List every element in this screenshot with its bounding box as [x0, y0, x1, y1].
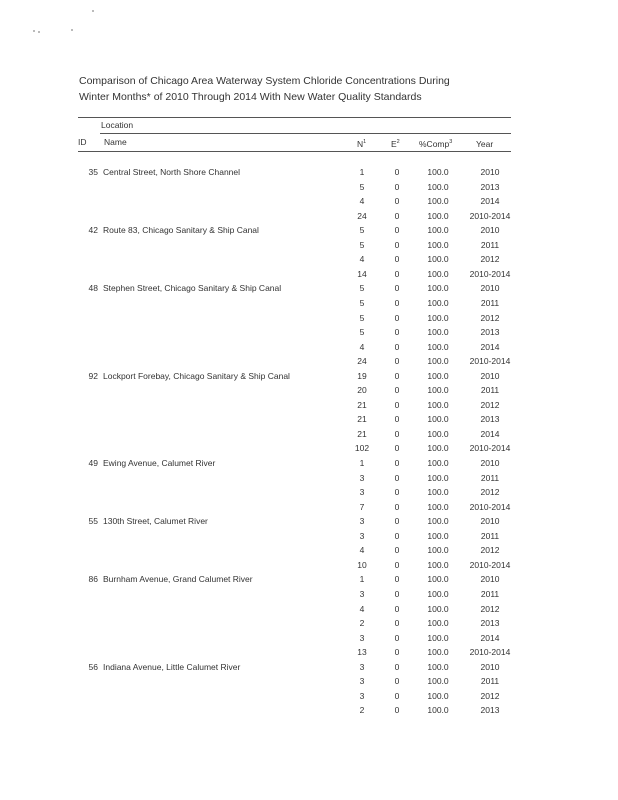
exceedance-count: 0 — [394, 254, 400, 265]
percent-compliance: 100.0 — [427, 370, 449, 381]
exceedance-count: 0 — [394, 196, 400, 207]
year-cell: 2010-2014 — [469, 356, 511, 367]
sample-count: 4 — [359, 603, 365, 614]
percent-compliance: 100.0 — [427, 196, 449, 207]
table-row — [78, 502, 511, 517]
exceedance-count: 0 — [394, 661, 400, 672]
sample-count: 4 — [359, 545, 365, 556]
exceedance-count: 0 — [394, 297, 400, 308]
year-cell: 2011 — [480, 530, 500, 541]
site-name: Indiana Avenue, Little Calumet River — [103, 661, 241, 672]
table-row — [78, 458, 511, 473]
site-name: Burnham Avenue, Grand Calumet River — [103, 574, 253, 585]
site-id: 42 — [88, 225, 98, 236]
sample-count: 10 — [357, 559, 367, 570]
percent-compliance: 100.0 — [427, 399, 449, 410]
exceedance-count: 0 — [394, 428, 400, 439]
sample-count: 5 — [359, 239, 365, 250]
table-row — [78, 313, 511, 328]
exceedance-count: 0 — [394, 341, 400, 352]
percent-compliance: 100.0 — [427, 181, 449, 192]
table-row — [78, 647, 511, 662]
table-row — [78, 560, 511, 575]
year-cell: 2011 — [480, 239, 500, 250]
sample-count: 4 — [359, 341, 365, 352]
sample-count: 20 — [357, 385, 367, 396]
sample-count: 21 — [357, 414, 367, 425]
percent-compliance: 100.0 — [427, 327, 449, 338]
exceedance-count: 0 — [394, 501, 400, 512]
exceedance-count: 0 — [394, 530, 400, 541]
title-line-2: Winter Months* of 2010 Through 2014 With New Water Quality Standards — [79, 91, 422, 103]
table-row — [78, 342, 511, 357]
sample-count: 3 — [359, 661, 365, 672]
year-cell: 2010 — [480, 458, 500, 468]
percent-compliance: 100.0 — [427, 385, 449, 396]
percent-compliance: 100.0 — [427, 356, 449, 367]
sample-count: 7 — [359, 501, 365, 512]
site-id: 35 — [88, 167, 98, 177]
percent-compliance: 100.0 — [427, 545, 449, 556]
exceedance-count: 0 — [394, 676, 400, 687]
table-row — [78, 225, 511, 240]
exceedance-count: 0 — [394, 690, 400, 701]
table-row — [78, 691, 511, 706]
exceedance-count: 0 — [394, 588, 400, 599]
table-row — [78, 356, 511, 371]
header-pct-comp: %Comp$^3$ — [419, 139, 453, 149]
site-id: 92 — [88, 370, 98, 381]
percent-compliance: 100.0 — [427, 210, 449, 221]
table-row — [78, 487, 511, 502]
site-name: 130th Street, Calumet River — [103, 516, 208, 527]
sample-count: 3 — [359, 632, 365, 643]
exceedance-count: 0 — [394, 268, 400, 279]
percent-compliance: 100.0 — [427, 574, 449, 585]
sample-count: 19 — [357, 370, 367, 381]
sample-count: 5 — [359, 297, 365, 308]
table-row — [78, 240, 511, 255]
year-cell: 2010-2014 — [469, 647, 511, 658]
percent-compliance: 100.0 — [427, 472, 449, 483]
sample-count: 4 — [359, 254, 365, 265]
sample-count: 3 — [359, 676, 365, 687]
scan-speck — [38, 31, 40, 33]
year-cell: 2010-2014 — [469, 559, 511, 570]
sample-count: 5 — [359, 181, 365, 192]
exceedance-count: 0 — [394, 414, 400, 425]
exceedance-count: 0 — [394, 181, 400, 192]
exceedance-count: 0 — [394, 545, 400, 556]
percent-compliance: 100.0 — [427, 676, 449, 687]
table-row — [78, 283, 511, 298]
scan-speck — [33, 30, 35, 32]
year-cell: 2010 — [480, 516, 500, 527]
header-id: ID — [78, 137, 87, 147]
percent-compliance: 100.0 — [427, 312, 449, 323]
percent-compliance: 100.0 — [427, 458, 449, 468]
percent-compliance: 100.0 — [427, 705, 449, 716]
header-year: Year — [476, 139, 494, 149]
sample-count: 3 — [359, 530, 365, 541]
table-row — [78, 589, 511, 604]
table-row — [78, 604, 511, 619]
sample-count: 5 — [359, 327, 365, 338]
table-row — [78, 516, 511, 531]
percent-compliance: 100.0 — [427, 487, 449, 498]
exceedance-count: 0 — [394, 472, 400, 483]
exceedance-count: 0 — [394, 574, 400, 585]
percent-compliance: 100.0 — [427, 428, 449, 439]
sample-count: 1 — [359, 574, 365, 585]
year-cell: 2012 — [480, 254, 500, 265]
exceedance-count: 0 — [394, 356, 400, 367]
table-row — [78, 196, 511, 211]
sample-count: 5 — [359, 225, 365, 236]
table-row — [78, 254, 511, 269]
table-row — [78, 473, 511, 488]
table-row — [78, 545, 511, 560]
percent-compliance: 100.0 — [427, 414, 449, 425]
header-name: Name — [104, 137, 127, 147]
table-row — [78, 531, 511, 546]
header-n: $N^1$ — [357, 139, 367, 149]
year-cell: 2013 — [480, 705, 500, 716]
year-cell: 2012 — [480, 603, 500, 614]
year-cell: 2013 — [480, 327, 500, 338]
table-row — [78, 298, 511, 313]
exceedance-count: 0 — [394, 239, 400, 250]
year-cell: 2013 — [480, 181, 500, 192]
sample-count: 2 — [359, 618, 365, 629]
percent-compliance: 100.0 — [427, 661, 449, 672]
year-cell: 2010 — [480, 661, 500, 672]
year-cell: 2014 — [480, 341, 500, 352]
year-cell: 2010 — [480, 225, 500, 236]
sample-count: 3 — [359, 588, 365, 599]
sample-count: 5 — [359, 283, 365, 294]
table-row — [78, 269, 511, 284]
year-cell: 2010 — [480, 283, 500, 294]
sample-count: 5 — [359, 312, 365, 323]
site-name: Central Street, North Shore Channel — [103, 167, 241, 177]
table-row — [78, 371, 511, 386]
year-cell: 2011 — [480, 472, 500, 483]
sample-count: 4 — [359, 196, 365, 207]
exceedance-count: 0 — [394, 167, 400, 177]
site-id: 56 — [88, 661, 98, 672]
percent-compliance: 100.0 — [427, 647, 449, 658]
year-cell: 2011 — [480, 676, 500, 687]
sample-count: 24 — [357, 210, 367, 221]
sample-count: 3 — [359, 472, 365, 483]
sample-count: 14 — [357, 268, 367, 279]
exceedance-count: 0 — [394, 487, 400, 498]
year-cell: 2014 — [480, 196, 500, 207]
year-cell: 2010-2014 — [469, 268, 511, 279]
table-row — [78, 705, 511, 720]
table-row — [78, 327, 511, 342]
exceedance-count: 0 — [394, 370, 400, 381]
sample-count: 13 — [357, 647, 367, 658]
table-row — [78, 618, 511, 633]
year-cell: 2010 — [480, 574, 500, 585]
site-name: Ewing Avenue, Calumet River — [103, 458, 216, 468]
exceedance-count: 0 — [394, 399, 400, 410]
year-cell: 2012 — [480, 690, 500, 701]
exceedance-count: 0 — [394, 327, 400, 338]
table-row — [78, 414, 511, 429]
percent-compliance: 100.0 — [427, 268, 449, 279]
title-line-1: Comparison of Chicago Area Waterway System Chloride Concentrations During — [79, 75, 450, 87]
year-cell: 2011 — [480, 385, 500, 396]
percent-compliance: 100.0 — [427, 690, 449, 701]
sample-count: 21 — [357, 428, 367, 439]
percent-compliance: 100.0 — [427, 618, 449, 629]
site-id: 86 — [88, 574, 98, 585]
year-cell: 2010-2014 — [469, 210, 511, 221]
sample-count: 3 — [359, 516, 365, 527]
exceedance-count: 0 — [394, 385, 400, 396]
table-row — [78, 633, 511, 648]
table-top-rule — [78, 117, 511, 118]
header-e: $E^2$ — [391, 139, 400, 149]
site-name: Stephen Street, Chicago Sanitary & Ship Canal — [103, 283, 282, 294]
exceedance-count: 0 — [394, 632, 400, 643]
table-row — [78, 662, 511, 677]
year-cell: 2013 — [480, 618, 500, 629]
percent-compliance: 100.0 — [427, 167, 449, 177]
year-cell: 2010 — [480, 167, 500, 177]
table-row — [78, 676, 511, 691]
percent-compliance: 100.0 — [427, 588, 449, 599]
exceedance-count: 0 — [394, 618, 400, 629]
percent-compliance: 100.0 — [427, 530, 449, 541]
percent-compliance: 100.0 — [427, 239, 449, 250]
table-row — [78, 211, 511, 226]
year-cell: 2012 — [480, 312, 500, 323]
percent-compliance: 100.0 — [427, 632, 449, 643]
year-cell: 2014 — [480, 632, 500, 643]
year-cell: 2012 — [480, 545, 500, 556]
exceedance-count: 0 — [394, 443, 400, 454]
sample-count: 3 — [359, 690, 365, 701]
exceedance-count: 0 — [394, 312, 400, 323]
sample-count: 102 — [354, 443, 370, 454]
year-cell: 2010 — [480, 370, 500, 381]
percent-compliance: 100.0 — [427, 443, 449, 454]
site-name: Route 83, Chicago Sanitary & Ship Canal — [103, 225, 259, 236]
scan-speck — [92, 10, 94, 12]
table-row — [78, 400, 511, 415]
exceedance-count: 0 — [394, 603, 400, 614]
header-location: Location — [101, 120, 134, 130]
site-id: 48 — [88, 283, 98, 294]
sample-count: 2 — [359, 705, 365, 716]
year-cell: 2012 — [480, 399, 500, 410]
exceedance-count: 0 — [394, 705, 400, 716]
sample-count: 3 — [359, 487, 365, 498]
table-row — [78, 385, 511, 400]
year-cell: 2014 — [480, 428, 500, 439]
percent-compliance: 100.0 — [427, 516, 449, 527]
percent-compliance: 100.0 — [427, 283, 449, 294]
year-cell: 2010-2014 — [469, 501, 511, 512]
sample-count: 1 — [359, 167, 365, 177]
year-cell: 2010-2014 — [469, 443, 511, 454]
percent-compliance: 100.0 — [427, 559, 449, 570]
location-underline — [100, 133, 511, 134]
year-cell: 2011 — [480, 297, 500, 308]
table-row — [78, 443, 511, 458]
percent-compliance: 100.0 — [427, 254, 449, 265]
site-id: 49 — [88, 458, 98, 468]
percent-compliance: 100.0 — [427, 603, 449, 614]
table-row — [78, 182, 511, 197]
scan-speck — [71, 29, 73, 31]
exceedance-count: 0 — [394, 225, 400, 236]
sample-count: 1 — [359, 458, 365, 468]
exceedance-count: 0 — [394, 458, 400, 468]
sample-count: 21 — [357, 399, 367, 410]
exceedance-count: 0 — [394, 516, 400, 527]
exceedance-count: 0 — [394, 647, 400, 658]
year-cell: 2012 — [480, 487, 500, 498]
year-cell: 2013 — [480, 414, 500, 425]
table-row — [78, 574, 511, 589]
header-bottom-rule — [78, 151, 511, 152]
sample-count: 24 — [357, 356, 367, 367]
year-cell: 2011 — [480, 588, 500, 599]
exceedance-count: 0 — [394, 210, 400, 221]
site-id: 55 — [88, 516, 98, 527]
site-name: Lockport Forebay, Chicago Sanitary & Ship Canal — [103, 370, 290, 381]
table-row — [78, 429, 511, 444]
percent-compliance: 100.0 — [427, 297, 449, 308]
percent-compliance: 100.0 — [427, 501, 449, 512]
percent-compliance: 100.0 — [427, 225, 449, 236]
percent-compliance: 100.0 — [427, 341, 449, 352]
table-row — [78, 167, 511, 182]
exceedance-count: 0 — [394, 283, 400, 294]
exceedance-count: 0 — [394, 559, 400, 570]
document-title — [79, 73, 450, 105]
